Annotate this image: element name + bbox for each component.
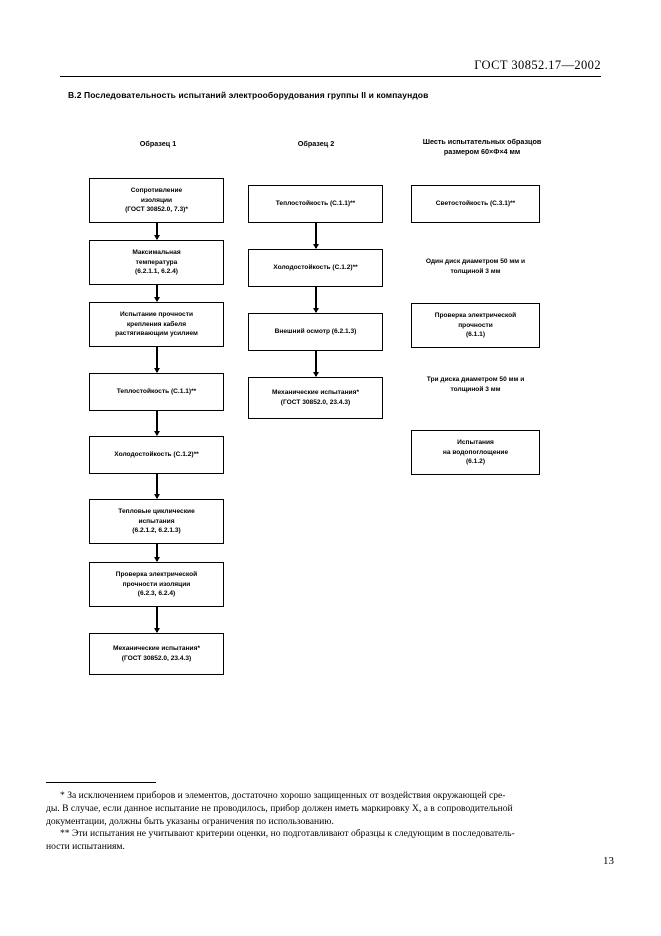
flow-box-c2-1 <box>248 185 383 223</box>
footnote-rule <box>46 782 156 783</box>
arrow-c1-4-5 <box>156 411 158 435</box>
flow-box-c3-1-line1: Светостойкость (С.3.1)** <box>435 200 516 208</box>
flow-box-c1-8-line2: (ГОСТ 30852.0, 23.4.3) <box>121 655 192 662</box>
flow-box-c2-2 <box>248 249 383 287</box>
arrow-c2-3-4 <box>315 351 317 376</box>
footnote-1-line3: документации, должны быть указаны ограничения по использованию. <box>46 815 334 827</box>
flow-box-c3-3-line3: (6.1.2) <box>465 458 486 466</box>
flow-box-c2-4-line2: (ГОСТ 30852.0, 23.4.3) <box>280 399 351 406</box>
caption-three-discs <box>411 375 540 394</box>
flow-box-c3-3 <box>411 430 540 475</box>
flow-box-c1-5 <box>89 436 224 474</box>
flow-box-c3-2-line1: Проверка электрической <box>434 312 517 320</box>
flow-box-c3-2 <box>411 303 540 348</box>
footnote-1-line1: * За исключением приборов и элементов, достаточно хорошо защищенных от воздействия окружающей сре- <box>60 790 506 801</box>
caption-one-disc-line1: Один диск <box>425 258 461 265</box>
flow-box-c1-1 <box>89 178 224 223</box>
flow-box-c3-3-line2: на водопоглощение <box>442 448 509 456</box>
arrow-c1-3-4 <box>156 347 158 372</box>
header-rule <box>60 76 601 77</box>
arrow-c1-6-7 <box>156 544 158 561</box>
footnote-2-line1: ** Эти испытания не учитывают критерии оценки, но подготавливают образцы к следующим в последователь- <box>60 828 515 840</box>
flow-box-c1-7-line3: (6.2.3, 6.2.4) <box>137 590 176 598</box>
flow-box-c1-6-line1: Тепловые циклические <box>118 508 195 516</box>
column-header-sample-2: Образец 2 <box>297 139 335 148</box>
arrow-c1-7-8 <box>156 607 158 632</box>
footnote-2-line2: ности испытаниям. <box>46 841 125 852</box>
flow-box-c1-3 <box>89 302 224 347</box>
flow-box-c1-3-line3: растягивающим усилием <box>115 330 198 338</box>
flow-box-c3-2-line3: (6.1.1) <box>465 331 486 339</box>
flow-box-c1-2-line3: (6.2.1.1, 6.2.4) <box>135 268 178 276</box>
flow-box-c1-1-line3: (ГОСТ 30852.0, 7.3)* <box>125 206 188 214</box>
flow-box-c2-3 <box>248 313 383 351</box>
flow-box-c1-7-line1: Проверка электрической <box>115 571 198 579</box>
caption-one-disc <box>411 257 540 276</box>
arrow-c2-1-2 <box>315 223 317 248</box>
flow-box-c1-1-line1: Сопротивление <box>130 187 183 195</box>
flow-box-c1-4 <box>89 373 224 411</box>
flow-box-c1-5-line1: Холодостойкость (С.1.2)** <box>114 451 199 459</box>
flow-box-c2-3-line1: Внешний осмотр (6.2.1.3) <box>274 328 357 336</box>
flow-box-c1-1-line2: изоляции <box>140 196 173 204</box>
flow-box-c1-6-line3: (6.2.1.2, 6.2.1.3) <box>132 527 181 535</box>
flow-box-c2-1-line1: Теплостойкость (С.1.1)** <box>275 200 356 208</box>
flow-box-c3-1 <box>411 185 540 223</box>
column-header-six-samples <box>406 137 558 156</box>
page-number: 13 <box>603 855 614 867</box>
flow-box-c1-2-line1: Максимальная <box>132 249 181 257</box>
footnote-1-line2: ды. В случае, если данное испытание не проводилось, прибор должен иметь маркировку X, а в сопроводительной <box>46 802 513 814</box>
flow-box-c1-7-line2: прочности изоляции <box>122 580 191 588</box>
flow-box-c1-8 <box>89 633 224 675</box>
flow-box-c1-8-line1: Механические испытания* <box>112 645 201 653</box>
flow-box-c1-2-line2: температура <box>135 258 178 266</box>
arrow-c1-2-3 <box>156 285 158 301</box>
section-title: В.2 Последовательность испытаний электрооборудования группы II и компаундов <box>68 90 429 100</box>
arrow-c1-1-2 <box>156 223 158 239</box>
flow-box-c1-3-line1: Испытание прочности <box>119 311 193 319</box>
flow-box-c2-4-line1: Механические испытания* <box>271 389 360 397</box>
footnotes <box>46 790 614 854</box>
page-header: ГОСТ 30852.17—2002 <box>474 58 601 72</box>
arrow-c1-5-6 <box>156 474 158 498</box>
flow-box-c3-2-line2: прочности <box>458 321 493 329</box>
flow-box-c1-6 <box>89 499 224 544</box>
caption-one-disc-line3: и толщиной 3 мм <box>450 258 526 275</box>
flow-box-c1-2 <box>89 240 224 285</box>
caption-three-discs-line1: Три диска <box>426 376 460 383</box>
column-header-sample-1: Образец 1 <box>139 139 177 148</box>
flow-box-c2-2-line1: Холодостойкость (С.1.2)** <box>273 264 358 272</box>
caption-three-discs-line2: диаметром 50 мм <box>461 376 519 383</box>
flow-box-c1-6-line2: испытания <box>138 517 175 525</box>
flow-box-c1-4-line1: Теплостойкость (С.1.1)** <box>116 388 197 396</box>
flow-box-c1-7 <box>89 562 224 607</box>
caption-three-discs-line3: и толщиной 3 мм <box>450 376 525 393</box>
flow-box-c2-4 <box>248 377 383 419</box>
flow-box-c1-3-line2: крепления кабеля <box>126 320 187 328</box>
flow-box-c3-3-line1: Испытания <box>457 439 494 447</box>
caption-one-disc-line2: диаметром 50 мм <box>461 258 520 265</box>
column-header-six-samples-text: Шесть испытательных образцов размером 60×Ф×4 мм <box>422 137 542 156</box>
arrow-c2-2-3 <box>315 287 317 312</box>
